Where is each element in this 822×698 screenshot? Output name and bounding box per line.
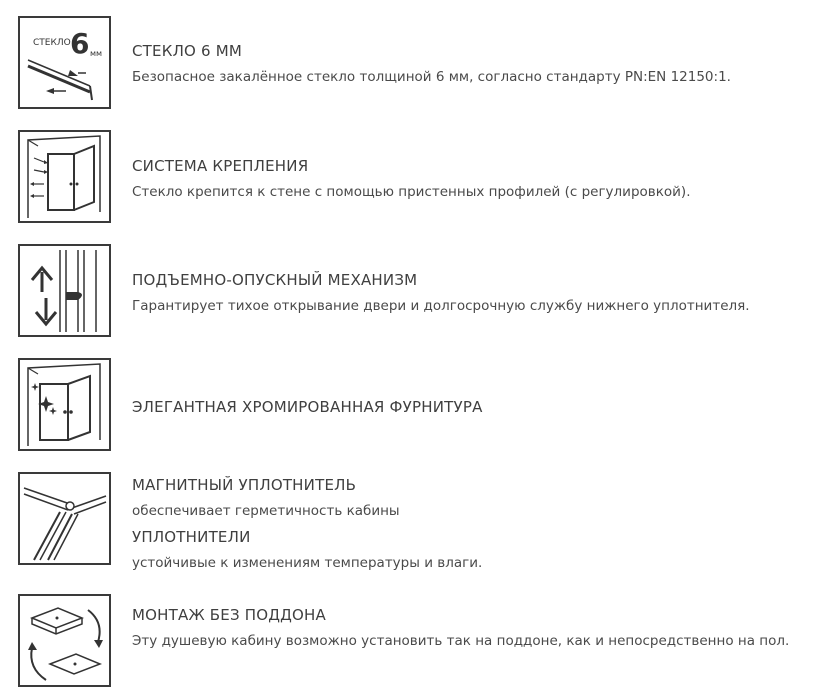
- feature-title: СИСТЕМА КРЕПЛЕНИЯ: [132, 157, 309, 175]
- feature-title: МОНТАЖ БЕЗ ПОДДОНА: [132, 606, 327, 624]
- glass-thickness-icon: [18, 16, 111, 109]
- feature-title: ЭЛЕГАНТНАЯ ХРОМИРОВАННАЯ ФУРНИТУРА: [132, 398, 483, 416]
- feature-title: СТЕКЛО 6 ММ: [132, 42, 243, 60]
- feature-title-secondary: УПЛОТНИТЕЛИ: [132, 528, 251, 546]
- no-tray-install-icon: [18, 594, 111, 687]
- feature-description: Эту душевую кабину возможно установить так на поддоне, как и непосредственно на пол.: [132, 633, 790, 649]
- svg-text:6: 6: [70, 27, 90, 60]
- feature-description: обеспечивает герметичность кабины: [132, 503, 400, 519]
- svg-text:СТЕКЛО: СТЕКЛО: [33, 38, 71, 48]
- lift-mechanism-icon: [18, 244, 111, 337]
- magnetic-seal-icon: [18, 472, 111, 565]
- chrome-fittings-icon: [18, 358, 111, 451]
- svg-text:мм: мм: [90, 49, 103, 58]
- feature-title: ПОДЪЕМНО-ОПУСКНЫЙ МЕХАНИЗМ: [132, 271, 418, 289]
- wall-mount-profile-icon: [18, 130, 111, 223]
- feature-description: Гарантирует тихое открывание двери и долгосрочную службу нижнего уплотнителя.: [132, 298, 750, 314]
- feature-description: Безопасное закалённое стекло толщиной 6 мм, согласно стандарту PN:EN 12150:1.: [132, 69, 731, 85]
- feature-title: МАГНИТНЫЙ УПЛОТНИТЕЛЬ: [132, 476, 357, 494]
- feature-description-secondary: устойчивые к изменениям температуры и влаги.: [132, 555, 483, 571]
- feature-description: Стекло крепится к стене с помощью пристенных профилей (с регулировкой).: [132, 184, 691, 200]
